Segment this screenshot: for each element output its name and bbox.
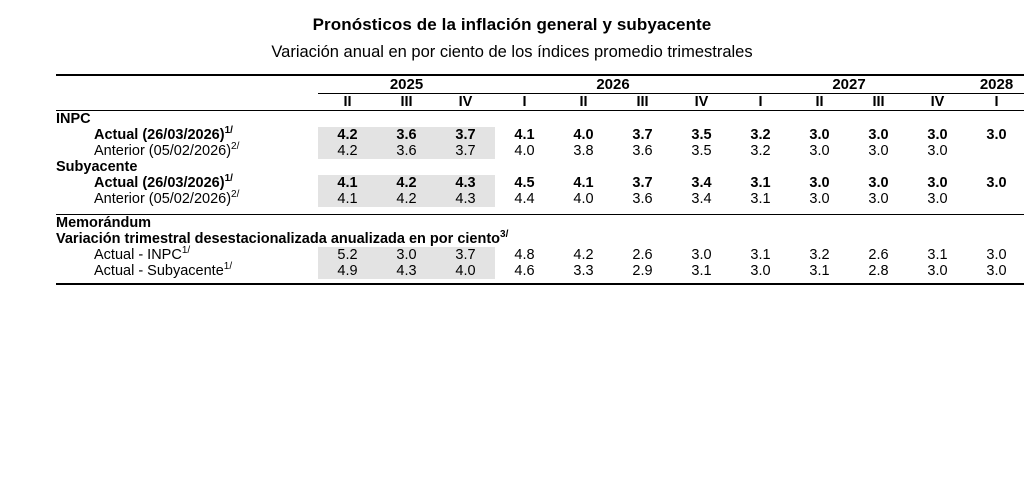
row-label-inpc-anterior: Anterior $(05/02/2026)^{2/}$ bbox=[94, 140, 240, 159]
cell-value: 3.0 bbox=[809, 190, 830, 207]
cell-value: 3.7 bbox=[436, 143, 495, 159]
cell-value: 4.0 bbox=[436, 263, 495, 279]
cell-value: 3.0 bbox=[986, 262, 1007, 279]
row-label-memo-subyacente: Actual - Subyacente$^{1/}$ bbox=[94, 260, 233, 279]
spacer bbox=[56, 207, 1024, 215]
year-header-row bbox=[56, 76, 1024, 94]
cell-value: 3.0 bbox=[986, 174, 1007, 191]
cell-value: 3.1 bbox=[809, 262, 830, 279]
cell-value bbox=[967, 191, 1024, 207]
cell-value: 3.0 bbox=[868, 174, 889, 191]
cell-value: 4.0 bbox=[573, 126, 594, 143]
section-heading-inpc: INPC bbox=[56, 110, 91, 127]
cell-value: 3.0 bbox=[927, 190, 948, 207]
cell-value: 3.1 bbox=[927, 246, 948, 263]
table-row bbox=[56, 191, 1024, 207]
quarter-header-11: IV bbox=[930, 93, 945, 110]
cell-value: 4.6 bbox=[514, 262, 535, 279]
table-row bbox=[56, 127, 1024, 143]
quarter-header-8: I bbox=[758, 93, 763, 110]
cell-value: 4.3 bbox=[377, 263, 436, 279]
cell-value: 4.2 bbox=[318, 143, 377, 159]
cell-value: 2.6 bbox=[868, 246, 889, 263]
cell-value: 3.0 bbox=[809, 126, 830, 143]
row-label-subyacente-actual: Actual $(26/03/2026)^{1/}$ bbox=[94, 172, 233, 191]
cell-value: 3.0 bbox=[927, 174, 948, 191]
cell-value: 4.1 bbox=[573, 174, 594, 191]
forecast-table bbox=[56, 74, 1024, 285]
quarter-header-5: II bbox=[579, 93, 588, 110]
cell-value: 3.0 bbox=[868, 126, 889, 143]
table-row bbox=[56, 143, 1024, 159]
section-heading-subyacente-row bbox=[56, 159, 1024, 175]
quarter-header-10: III bbox=[872, 93, 885, 110]
cell-value: 3.1 bbox=[750, 174, 771, 191]
footnote-marker: 1/ bbox=[224, 172, 233, 184]
cell-value: 3.0 bbox=[868, 142, 889, 159]
quarter-header-6: III bbox=[636, 93, 649, 110]
cell-value: 3.0 bbox=[986, 246, 1007, 263]
cell-value: 4.0 bbox=[514, 142, 535, 159]
cell-value: 3.1 bbox=[750, 190, 771, 207]
cell-value: 4.1 bbox=[514, 126, 535, 143]
cell-value: 3.6 bbox=[632, 142, 653, 159]
quarter-header-9: II bbox=[815, 93, 824, 110]
cell-value: 4.2 bbox=[318, 127, 377, 143]
cell-value: 3.5 bbox=[691, 142, 712, 159]
footnote-marker: 1/ bbox=[181, 244, 191, 256]
year-header-blank bbox=[56, 76, 318, 94]
quarter-header-4: I bbox=[522, 93, 527, 110]
cell-value: 3.0 bbox=[927, 142, 948, 159]
cell-value: 3.0 bbox=[809, 174, 830, 191]
quarter-header-row bbox=[56, 93, 1024, 110]
cell-value: 3.2 bbox=[750, 126, 771, 143]
cell-value: 3.6 bbox=[377, 143, 436, 159]
cell-value: 4.9 bbox=[318, 263, 377, 279]
cell-value: 4.0 bbox=[573, 190, 594, 207]
cell-value: 2.9 bbox=[632, 262, 653, 279]
cell-value: 4.5 bbox=[514, 174, 535, 191]
cell-value: 3.4 bbox=[691, 190, 712, 207]
section-heading-inpc-row bbox=[56, 111, 1024, 127]
cell-value: 3.4 bbox=[691, 174, 712, 191]
cell-value: 3.2 bbox=[809, 246, 830, 263]
cell-value: 3.0 bbox=[377, 247, 436, 263]
cell-value: 3.7 bbox=[436, 127, 495, 143]
quarter-header-12: I bbox=[994, 93, 999, 110]
table-row bbox=[56, 175, 1024, 191]
cell-value: 3.0 bbox=[986, 126, 1007, 143]
cell-value: 4.8 bbox=[514, 246, 535, 263]
cell-value: 3.6 bbox=[632, 190, 653, 207]
footnote-marker: 1/ bbox=[224, 124, 233, 136]
quarter-header-2: III bbox=[400, 93, 413, 110]
cell-value: 3.7 bbox=[632, 126, 653, 143]
cell-value: 3.7 bbox=[632, 174, 653, 191]
cell-value: 2.8 bbox=[868, 262, 889, 279]
row-label-subyacente-anterior: Anterior $(05/02/2026)^{2/}$ bbox=[94, 188, 240, 207]
table-row bbox=[56, 263, 1024, 279]
cell-value: 3.3 bbox=[573, 262, 594, 279]
year-header-2025: 2025 bbox=[318, 76, 495, 94]
page-title: Pronósticos de la inflación general y subyacente bbox=[312, 15, 712, 34]
row-label-inpc-actual: Actual $(26/03/2026)^{1/}$ bbox=[94, 124, 233, 143]
page-subtitle: Variación anual en por ciento de los índices promedio trimestrales bbox=[271, 43, 753, 62]
rule-bottom bbox=[56, 284, 1024, 285]
section-heading-subyacente: Subyacente bbox=[56, 158, 138, 175]
cell-value: 4.2 bbox=[377, 175, 436, 191]
cell-value: 3.1 bbox=[750, 246, 771, 263]
cell-value: 3.0 bbox=[868, 190, 889, 207]
year-header-2026: 2026 bbox=[495, 76, 731, 94]
cell-value: 3.6 bbox=[377, 127, 436, 143]
cell-value: 3.0 bbox=[750, 262, 771, 279]
year-header-2028: 2028 bbox=[967, 76, 1024, 94]
footnote-marker: 2/ bbox=[231, 188, 240, 200]
memorandum-subheading: Variación trimestral desestacionalizada anualizada en por ciento bbox=[56, 230, 501, 247]
year-header-2027: 2027 bbox=[731, 76, 967, 94]
cell-value: 3.8 bbox=[573, 142, 594, 159]
cell-value: 3.5 bbox=[691, 126, 712, 143]
cell-value: 4.2 bbox=[573, 246, 594, 263]
quarter-header-3: IV bbox=[458, 93, 473, 110]
cell-value: 3.0 bbox=[927, 262, 948, 279]
footnote-marker: 3/ bbox=[500, 228, 509, 240]
row-label-memo-inpc: Actual - $INPC^{1/}$ bbox=[94, 244, 191, 263]
cell-value: 2.6 bbox=[632, 246, 653, 263]
cell-value: 3.7 bbox=[436, 247, 495, 263]
cell-value: 3.1 bbox=[691, 262, 712, 279]
cell-value: 3.0 bbox=[927, 126, 948, 143]
cell-value: 4.4 bbox=[514, 190, 535, 207]
cell-value bbox=[967, 143, 1024, 159]
cell-value: 4.1 bbox=[318, 191, 377, 207]
cell-value: 4.3 bbox=[436, 175, 495, 191]
memorandum-heading-row bbox=[56, 215, 1024, 231]
cell-value: 3.0 bbox=[691, 246, 712, 263]
cell-value: 3.2 bbox=[750, 142, 771, 159]
quarter-header-1: II bbox=[343, 93, 352, 110]
memorandum-subheading-row bbox=[56, 231, 1024, 247]
cell-value: 3.0 bbox=[809, 142, 830, 159]
cell-value: 5.2 bbox=[318, 247, 377, 263]
footnote-marker: 1/ bbox=[223, 260, 233, 272]
cell-value: 4.1 bbox=[318, 175, 377, 191]
quarter-header-blank bbox=[56, 93, 318, 110]
cell-value: 4.2 bbox=[377, 191, 436, 207]
footnote-marker: 2/ bbox=[231, 140, 240, 152]
memorandum-heading: Memorándum bbox=[56, 214, 152, 231]
quarter-header-7: IV bbox=[694, 93, 709, 110]
table-row bbox=[56, 247, 1024, 263]
cell-value: 4.3 bbox=[436, 191, 495, 207]
